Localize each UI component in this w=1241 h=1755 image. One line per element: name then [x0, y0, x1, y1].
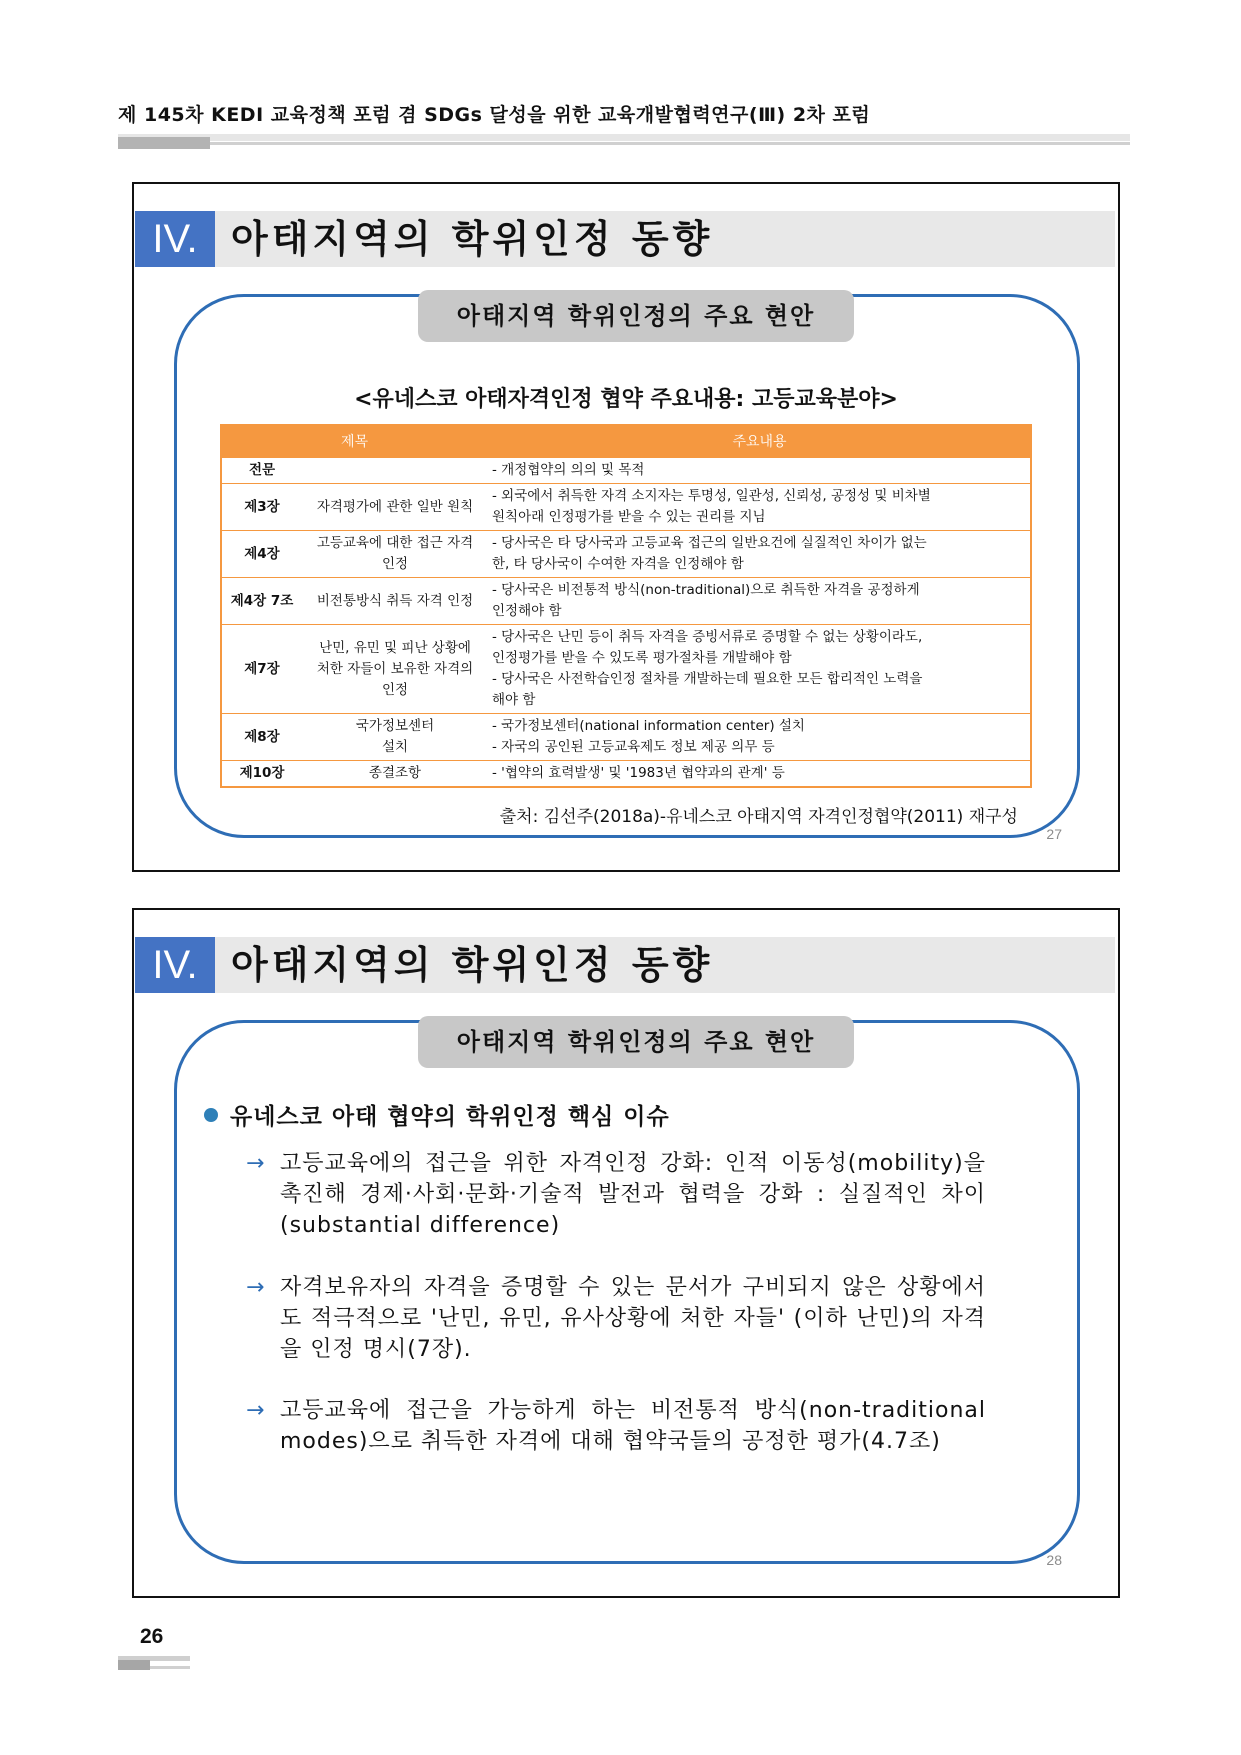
content-line: - 자국의 공인된 고등교육제도 정보 제공 의무 등 [492, 739, 775, 755]
content-line: - 당사국은 사전학습인정 절차를 개발하는데 필요한 모든 합리적인 노력을 [492, 671, 923, 687]
issue-item [246, 1272, 986, 1365]
content-line: - 당사국은 비전통적 방식(non-traditional)으로 취득한 자격을 공정하게 [492, 582, 920, 598]
section-title-bar [135, 211, 1115, 267]
slide-number: 27 [1046, 826, 1062, 842]
chapter-cell: 전문 [221, 457, 302, 484]
chapter-cell: 제8장 [221, 714, 302, 761]
chapter-cell: 제3장 [221, 484, 302, 531]
chapter-cell: 제7장 [221, 625, 302, 714]
topic-pill: 아태지역 학위인정의 주요 현안 [418, 1016, 854, 1068]
chapter-cell: 제4장 7조 [221, 578, 302, 625]
content-line: - 개정협약의 의의 및 목적 [492, 462, 645, 478]
content-cell [488, 457, 1031, 484]
content-cell [488, 714, 1031, 761]
chapter-cell: 제10장 [221, 761, 302, 788]
footer-rule [118, 1656, 190, 1670]
title-cell: 국가정보센터 설치 [302, 714, 488, 761]
content-line: 인정평가를 받을 수 있도록 평가절차를 개발해야 함 [492, 650, 792, 666]
section-number: IV. [135, 211, 215, 267]
table-row [221, 531, 1031, 578]
content-line: - 당사국은 타 당사국과 고등교육 접근의 일반요건에 실질적인 차이가 없는 [492, 535, 927, 551]
running-title: 제 145차 KEDI 교육정책 포럼 겸 SDGs 달성을 위한 교육개발협력연구(Ⅲ) 2차 포럼 [118, 104, 871, 126]
page-header [118, 100, 1128, 127]
chapter-cell: 제4장 [221, 531, 302, 578]
content-line: - 외국에서 취득한 자격 소지자는 투명성, 일관성, 신뢰성, 공정성 및 비차별 [492, 488, 931, 504]
title-cell: 종결조항 [302, 761, 488, 788]
arrow-icon: → [246, 1151, 265, 1176]
slide-27 [132, 182, 1120, 872]
arrow-icon: → [246, 1275, 265, 1300]
section-title-bar [135, 937, 1115, 993]
issue-item [246, 1148, 986, 1241]
slide-28 [132, 908, 1120, 1598]
table-header-row [221, 425, 1031, 457]
source-note: 출처: 김선주(2018a)-유네스코 아태지역 자격인정협약(2011) 재구성 [499, 807, 1018, 827]
page-number: 26 [140, 1625, 164, 1648]
col-header-content: 주요내용 [488, 425, 1031, 457]
table-row [221, 457, 1031, 484]
bullet-dot-icon [204, 1108, 218, 1122]
header-rule [118, 134, 1130, 146]
content-cell [488, 625, 1031, 714]
col-header-title: 제목 [221, 425, 488, 457]
content-line: 해야 함 [492, 692, 536, 708]
bullet-heading-text: 유네스코 아태 협약의 학위인정 핵심 이슈 [230, 1104, 670, 1130]
table-row [221, 714, 1031, 761]
content-cell [488, 484, 1031, 531]
content-line: 원칙아래 인정평가를 받을 수 있는 권리를 지님 [492, 509, 766, 525]
issue-text: 자격보유자의 자격을 증명할 수 있는 문서가 구비되지 않은 상황에서도 적극적으로 '난민, 유민, 유사상황에 처한 자들' (이하 난민)의 자격을 인정 명시(7장). [280, 1275, 986, 1362]
title-cell: 비전통방식 취득 자격 인정 [302, 578, 488, 625]
content-cell [488, 761, 1031, 788]
content-cell [488, 531, 1031, 578]
content-line: 한, 타 당사국이 수여한 자격을 인정해야 함 [492, 556, 744, 572]
arrow-icon: → [246, 1398, 265, 1423]
table-row [221, 625, 1031, 714]
content-line: 인정해야 함 [492, 603, 562, 619]
agreement-table [220, 424, 1032, 788]
content-cell [488, 578, 1031, 625]
section-number: IV. [135, 937, 215, 993]
title-cell: 고등교육에 대한 접근 자격 인정 [302, 531, 488, 578]
slide-number: 28 [1046, 1552, 1062, 1568]
section-title: 아태지역의 학위인정 동향 [231, 217, 714, 261]
section-title: 아태지역의 학위인정 동향 [231, 943, 714, 987]
table-row [221, 761, 1031, 788]
title-cell: 자격평가에 관한 일반 원칙 [302, 484, 488, 531]
table-title: <유네스코 아태자격인정 협약 주요내용: 고등교육분야> [354, 387, 898, 412]
table-row [221, 484, 1031, 531]
content-line: - '협약의 효력발생' 및 '1983년 협약과의 관계' 등 [492, 765, 785, 781]
table-row [221, 578, 1031, 625]
issue-text: 고등교육에의 접근을 위한 자격인정 강화: 인적 이동성(mobility)을 촉진해 경제·사회·문화·기술적 발전과 협력을 강화 : 실질적인 차이(substantial difference) [280, 1151, 986, 1238]
bullet-heading [204, 1098, 670, 1131]
content-line: - 국가정보센터(national information center) 설치 [492, 718, 805, 734]
issue-item [246, 1395, 986, 1457]
topic-pill: 아태지역 학위인정의 주요 현안 [418, 290, 854, 342]
content-line: - 당사국은 난민 등이 취득 자격을 증빙서류로 증명할 수 없는 상황이라도, [492, 629, 923, 645]
title-cell: 난민, 유민 및 피난 상황에 처한 자들이 보유한 자격의 인정 [302, 625, 488, 714]
title-cell [302, 457, 488, 484]
issue-text: 고등교육에 접근을 가능하게 하는 비전통적 방식(non-traditional modes)으로 취득한 자격에 대해 협약국들의 공정한 평가(4.7조) [280, 1398, 986, 1454]
